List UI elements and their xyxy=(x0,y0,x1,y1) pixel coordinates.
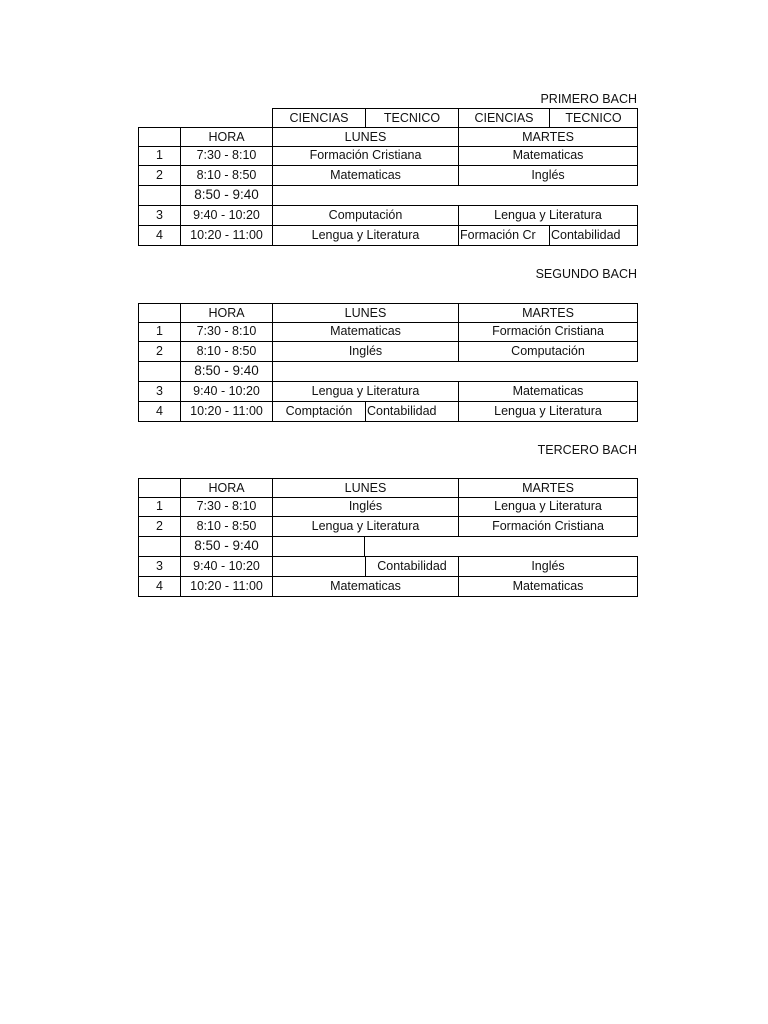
row-hora: 10:20 - 11:00 xyxy=(180,226,272,246)
row-hora: 8:10 - 8:50 xyxy=(180,166,272,186)
row-hora: 7:30 - 8:10 xyxy=(180,146,272,166)
row-number: 3 xyxy=(138,206,180,226)
row-hora: 8:10 - 8:50 xyxy=(180,342,272,362)
lunes-class: Lengua y Literatura xyxy=(272,381,458,402)
lunes-class: Inglés xyxy=(272,342,458,362)
row-hora: 8:10 - 8:50 xyxy=(180,517,272,537)
martes-tecnico-class: Contabilidad xyxy=(549,226,638,246)
lunes-ciencias-class: Comptación xyxy=(272,402,365,422)
break-hora: 8:50 - 9:40 xyxy=(180,186,273,206)
lunes-class: Lengua y Literatura xyxy=(272,226,458,246)
martes-class: Formación Cristiana xyxy=(458,517,638,537)
martes-class: Matematicas xyxy=(458,381,638,402)
break-empty-cell xyxy=(272,537,365,557)
martes-header: MARTES xyxy=(458,127,638,147)
hora-header: HORA xyxy=(180,127,272,147)
break-hora: 8:50 - 9:40 xyxy=(180,537,272,557)
row-hora: 10:20 - 11:00 xyxy=(180,577,272,597)
num-header xyxy=(138,303,180,323)
num-header xyxy=(138,127,180,147)
martes-class: Inglés xyxy=(458,166,638,186)
martes-class: Inglés xyxy=(458,556,638,577)
lunes-header: LUNES xyxy=(272,478,458,498)
track-header-tecnico-lunes: TECNICO xyxy=(365,108,458,128)
lunes-class: Matematicas xyxy=(272,577,458,597)
row-number: 2 xyxy=(138,166,180,186)
num-header xyxy=(138,478,180,498)
martes-header: MARTES xyxy=(458,478,638,498)
hora-header: HORA xyxy=(180,303,272,323)
martes-header: MARTES xyxy=(458,303,638,323)
lunes-tecnico-class: Contabilidad xyxy=(365,556,458,577)
track-header-ciencias-lunes: CIENCIAS xyxy=(272,108,365,128)
row-hora: 9:40 - 10:20 xyxy=(180,205,272,226)
row-number xyxy=(138,362,180,382)
martes-ciencias-class: Formación Cr xyxy=(458,226,549,246)
row-number: 4 xyxy=(138,226,180,246)
martes-class: Matematicas xyxy=(458,577,638,597)
martes-class: Computación xyxy=(458,342,638,362)
martes-class: Lengua y Literatura xyxy=(458,402,638,422)
lunes-ciencias-class xyxy=(272,556,365,577)
lunes-tecnico-class: Contabilidad xyxy=(365,402,458,422)
lunes-class: Matematicas xyxy=(272,322,458,342)
track-header-ciencias-martes: CIENCIAS xyxy=(458,108,549,128)
row-number: 4 xyxy=(138,402,180,422)
section-title-segundo: SEGUNDO BACH xyxy=(535,267,637,281)
row-hora: 7:30 - 8:10 xyxy=(180,322,272,342)
martes-class: Formación Cristiana xyxy=(458,322,638,342)
martes-class: Matematicas xyxy=(458,146,638,166)
lunes-class: Lengua y Literatura xyxy=(272,517,458,537)
row-number xyxy=(138,186,180,206)
track-header-tecnico-martes: TECNICO xyxy=(549,108,638,128)
row-number xyxy=(138,537,180,557)
row-number: 2 xyxy=(138,342,180,362)
row-number: 2 xyxy=(138,517,180,537)
row-number: 3 xyxy=(138,557,180,577)
lunes-header: LUNES xyxy=(272,303,458,323)
row-number: 1 xyxy=(138,497,180,517)
row-number: 1 xyxy=(138,322,180,342)
row-hora: 9:40 - 10:20 xyxy=(180,381,272,402)
row-hora: 7:30 - 8:10 xyxy=(180,497,272,517)
break-hora: 8:50 - 9:40 xyxy=(180,362,273,382)
row-number: 3 xyxy=(138,382,180,402)
section-title-tercero: TERCERO BACH xyxy=(537,443,637,457)
lunes-class: Computación xyxy=(272,205,458,226)
lunes-class: Inglés xyxy=(272,497,458,517)
row-hora: 10:20 - 11:00 xyxy=(180,402,272,422)
row-hora: 9:40 - 10:20 xyxy=(180,556,272,577)
lunes-class: Formación Cristiana xyxy=(272,146,458,166)
row-number: 1 xyxy=(138,146,180,166)
row-number: 4 xyxy=(138,577,180,597)
lunes-class: Matematicas xyxy=(272,166,458,186)
martes-class: Lengua y Literatura xyxy=(458,205,638,226)
hora-header: HORA xyxy=(180,478,272,498)
lunes-header: LUNES xyxy=(272,127,458,147)
section-title-primero: PRIMERO BACH xyxy=(540,92,637,106)
martes-class: Lengua y Literatura xyxy=(458,497,638,517)
